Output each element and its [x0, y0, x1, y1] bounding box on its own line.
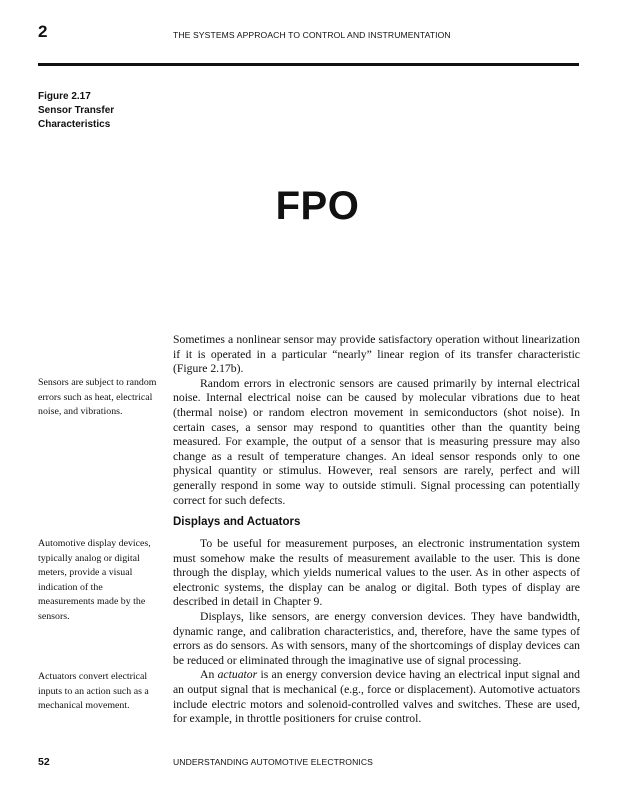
sidebar-note-actuators: Actuators convert electrical inputs to an action such as a mechanical movement.: [38, 671, 149, 711]
body-section-1: [173, 333, 580, 508]
paragraph: [173, 668, 580, 726]
page-number: 52: [38, 756, 50, 768]
figure-placeholder: FPO: [275, 184, 360, 228]
sidebar-note-displays: Automotive display devices, typically analog or digital meters, provide a visual indication of the measurements made by the sensors.: [38, 538, 151, 622]
paragraph: Sometimes a nonlinear sensor may provide satisfactory operation without linearization if it is operated in a particular “nearly” linear region of its transfer characteristic (Figure 2.17b).: [173, 333, 580, 376]
header-rule: [38, 63, 579, 66]
paragraph: Random errors in electronic sensors are caused primarily by internal electrical noise. Internal electrical noise can be caused by molecular vibrations due to heat (thermal noise) or random electron movement in semiconductors (shot noise). In certain cases, a sensor may respond to quantities other than the quantity being measured. For example, the output of a sensor that is measuring pressure may also change as a result of temperature changes. An ideal sensor responds only to one physical quantity or stimulus. However, real sensors are rarely, perfect and will generally respond in some way to outside stimuli. Signal processing can potentially correct for such defects.: [173, 376, 580, 507]
section-heading: Displays and Actuators: [173, 516, 301, 528]
paragraph-text: An: [200, 668, 218, 682]
body-section-2: [173, 537, 580, 727]
running-foot: UNDERSTANDING AUTOMOTIVE ELECTRONICS: [173, 757, 374, 767]
paragraph-text: is an energy conversion device having an electrical input signal and an output signal that is mechanical (e.g., force or displacement). Automotive actuators include electric motors and solenoid-controlled valves and switches. These are used, for example, in throttle positioners for cruise control.: [173, 668, 580, 726]
paragraph: Displays, like sensors, are energy conversion devices. They have bandwidth, dynamic range, and calibration characteristics, and, therefore, have the same types of errors as do sensors. As with sensors, many of the shortcomings of display devices can be reduced or eliminated through the imaginative use of signal processing.: [173, 609, 580, 667]
figure-caption: Figure 2.17 Sensor Transfer Characteristics: [38, 91, 115, 130]
chapter-number: 2: [38, 22, 48, 41]
emphasized-term: actuator: [217, 668, 258, 682]
paragraph: To be useful for measurement purposes, an electronic instrumentation system must somehow make the results of measurement available to the user. This is done through the display, which yields numerical values to the user. As in other aspects of electronic systems, the display can be analog or digital. Both types of display are described in detail in Chapter 9.: [173, 537, 580, 609]
sidebar-note-sensors: Sensors are subject to random errors such as heat, electrical noise, and vibrations.: [38, 377, 157, 417]
running-head: THE SYSTEMS APPROACH TO CONTROL AND INSTRUMENTATION: [173, 30, 451, 40]
